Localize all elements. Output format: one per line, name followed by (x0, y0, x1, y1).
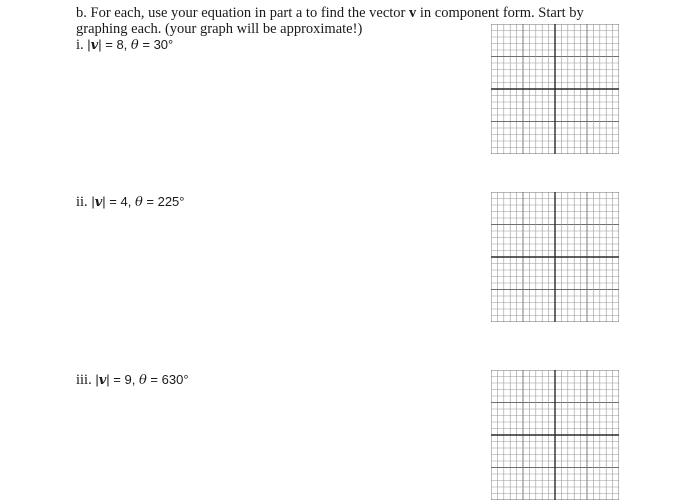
coordinate-grid-1-svg[interactable] (491, 24, 619, 154)
problem-2-label: ii. (76, 194, 88, 210)
coordinate-grid-2-svg[interactable] (491, 192, 619, 322)
problem-3-magnitude: 9 (124, 372, 132, 387)
problem-2-expression: |v| = 4, θ = 225° (91, 194, 185, 210)
instructions-line-1 (76, 5, 616, 21)
problem-1 (76, 37, 173, 54)
problem-1-angle: 30° (153, 37, 174, 52)
problem-1-magnitude: 8 (116, 37, 124, 52)
problem-3-angle: 630° (161, 372, 189, 387)
problem-2-magnitude: 4 (120, 194, 128, 209)
problem-3-label: iii. (76, 372, 92, 388)
coordinate-grid-3-svg[interactable] (491, 370, 619, 500)
instructions-line-2: graphing each. (your graph will be approximate!) (76, 21, 363, 37)
instructions-text-start: b. For each, use your equation in part a to find the vector (76, 5, 409, 21)
coordinate-grid-2[interactable] (491, 192, 619, 322)
coordinate-grid-3[interactable] (491, 370, 619, 500)
vector-v-symbol: v (409, 5, 417, 21)
coordinate-grid-1[interactable] (491, 24, 619, 154)
problem-2 (76, 194, 184, 211)
problem-1-expression: |v| = 8, θ = 30° (87, 37, 174, 53)
problem-1-label: i. (76, 37, 84, 53)
instructions-text-end: in component form. Start by (416, 5, 584, 21)
problem-2-angle: 225° (157, 194, 185, 209)
problem-3-expression: |v| = 9, θ = 630° (95, 372, 189, 388)
problem-3 (76, 372, 189, 389)
